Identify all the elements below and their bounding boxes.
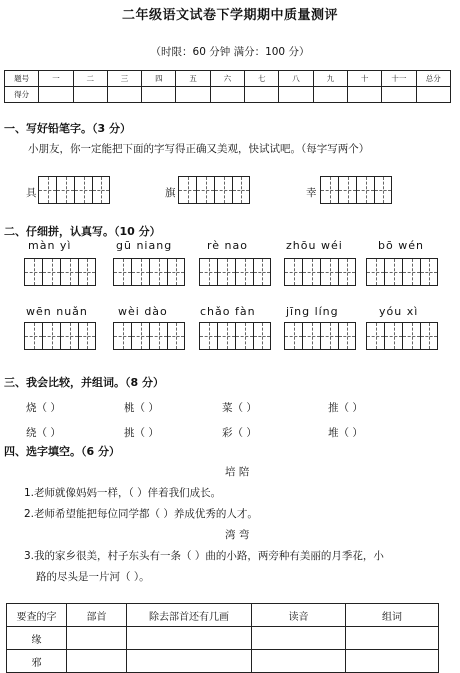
compare-word-item: 烧（ ） bbox=[26, 402, 61, 414]
score-cell[interactable] bbox=[313, 87, 347, 103]
writing-grid[interactable] bbox=[24, 258, 96, 286]
section-1-instruction: 小朋友，你一定能把下面的字写得正确又美观，快试试吧。（每字写两个） bbox=[28, 143, 370, 155]
compare-word-item: 推（ ） bbox=[328, 402, 363, 414]
writing-grid[interactable] bbox=[366, 322, 438, 350]
section-1-title: 一、写好铅笔字。（3 分） bbox=[4, 122, 131, 135]
score-header-cell: 五 bbox=[176, 71, 210, 87]
score-cell[interactable] bbox=[245, 87, 279, 103]
score-header-cell: 六 bbox=[210, 71, 244, 87]
character-lookup-table bbox=[6, 603, 439, 673]
score-header-cell: 十一 bbox=[382, 71, 416, 87]
writing-grid[interactable] bbox=[113, 322, 185, 350]
pinyin-label: gū niang bbox=[116, 239, 173, 252]
fill-question: 2.老师希望能把每位同学都（ ）养成优秀的人才。 bbox=[24, 508, 258, 520]
score-cell[interactable] bbox=[416, 87, 450, 103]
table-header-cell: 除去部首还有几画 bbox=[127, 604, 252, 627]
writing-grid[interactable] bbox=[320, 176, 392, 204]
score-header-cell: 八 bbox=[279, 71, 313, 87]
score-cell[interactable] bbox=[39, 87, 73, 103]
table-header-row bbox=[7, 604, 439, 627]
compare-word-item: 菜（ ） bbox=[222, 402, 257, 414]
table-cell: 缘 bbox=[7, 627, 67, 650]
writing-char-label: 旗 bbox=[165, 187, 176, 199]
compare-word-item: 堆（ ） bbox=[328, 427, 363, 439]
score-cell[interactable] bbox=[176, 87, 210, 103]
writing-grid[interactable] bbox=[284, 322, 356, 350]
fill-question: 路的尽头是一片河（ ）。 bbox=[36, 571, 150, 583]
exam-meta: （时限：60 分钟 满分：100 分） bbox=[150, 46, 310, 58]
table-cell[interactable] bbox=[67, 627, 127, 650]
score-header-cell: 三 bbox=[107, 71, 141, 87]
table-header-cell: 读音 bbox=[252, 604, 346, 627]
score-cell[interactable] bbox=[347, 87, 381, 103]
compare-word-item: 桃（ ） bbox=[124, 402, 159, 414]
table-cell[interactable] bbox=[127, 627, 252, 650]
table-header-cell: 部首 bbox=[67, 604, 127, 627]
writing-grid[interactable] bbox=[199, 322, 271, 350]
score-header-cell: 七 bbox=[245, 71, 279, 87]
choice-chars: 培 陪 bbox=[225, 466, 250, 478]
writing-char-label: 幸 bbox=[306, 187, 317, 199]
score-header-cell: 九 bbox=[313, 71, 347, 87]
page-title: 二年级语文试卷下学期期中质量测评 bbox=[121, 8, 338, 23]
score-header-cell: 四 bbox=[142, 71, 176, 87]
fill-question: 1.老师就像妈妈一样，（ ）伴着我们成长。 bbox=[24, 487, 222, 499]
compare-word-item: 彩（ ） bbox=[222, 427, 257, 439]
score-header-cell: 二 bbox=[73, 71, 107, 87]
table-cell[interactable] bbox=[252, 627, 346, 650]
pinyin-label: jīng líng bbox=[286, 305, 339, 318]
writing-char-label: 具 bbox=[26, 187, 37, 199]
writing-grid[interactable] bbox=[366, 258, 438, 286]
pinyin-label: wèi dào bbox=[118, 305, 168, 318]
pinyin-label: màn yì bbox=[28, 239, 72, 252]
score-cell[interactable] bbox=[210, 87, 244, 103]
table-header-cell: 组词 bbox=[346, 604, 439, 627]
score-header-cell: 一 bbox=[39, 71, 73, 87]
table-cell[interactable] bbox=[346, 650, 439, 673]
score-cell[interactable] bbox=[73, 87, 107, 103]
compare-word-item: 绕（ ） bbox=[26, 427, 61, 439]
pinyin-label: wēn nuǎn bbox=[26, 305, 88, 318]
table-cell[interactable] bbox=[67, 650, 127, 673]
writing-grid[interactable] bbox=[284, 258, 356, 286]
score-header-cell: 十 bbox=[347, 71, 381, 87]
compare-word-item: 挑（ ） bbox=[124, 427, 159, 439]
score-cell[interactable] bbox=[279, 87, 313, 103]
pinyin-label: bō wén bbox=[378, 239, 424, 252]
pinyin-label: zhōu wéi bbox=[286, 239, 343, 252]
pinyin-label: yóu xì bbox=[379, 305, 419, 318]
writing-grid[interactable] bbox=[178, 176, 250, 204]
writing-grid[interactable] bbox=[199, 258, 271, 286]
score-cell[interactable] bbox=[142, 87, 176, 103]
score-row-label: 得分 bbox=[5, 87, 39, 103]
score-header-row bbox=[5, 71, 451, 87]
fill-question: 3.我的家乡很美，村子东头有一条（ ）曲的小路，两旁种有美丽的月季花，小 bbox=[24, 550, 384, 562]
table-row bbox=[7, 650, 439, 673]
pinyin-label: chǎo fàn bbox=[200, 305, 256, 318]
score-header-cell: 题号 bbox=[5, 71, 39, 87]
table-header-cell: 要查的字 bbox=[7, 604, 67, 627]
table-row bbox=[7, 627, 439, 650]
choice-chars: 湾 弯 bbox=[225, 529, 250, 541]
table-cell[interactable] bbox=[127, 650, 252, 673]
section-2-title: 二、仔细拼，认真写。（10 分） bbox=[4, 225, 161, 238]
writing-grid[interactable] bbox=[38, 176, 110, 204]
section-3-title: 三、我会比较，并组词。（8 分） bbox=[4, 376, 164, 389]
score-value-row bbox=[5, 87, 451, 103]
pinyin-label: rè nao bbox=[207, 239, 248, 252]
score-table bbox=[4, 70, 451, 103]
writing-grid[interactable] bbox=[113, 258, 185, 286]
writing-grid[interactable] bbox=[24, 322, 96, 350]
score-cell[interactable] bbox=[107, 87, 141, 103]
score-header-cell: 总分 bbox=[416, 71, 450, 87]
table-cell: 邪 bbox=[7, 650, 67, 673]
table-cell[interactable] bbox=[346, 627, 439, 650]
table-cell[interactable] bbox=[252, 650, 346, 673]
section-4-title: 四、选字填空。（6 分） bbox=[4, 445, 120, 458]
score-cell[interactable] bbox=[382, 87, 416, 103]
